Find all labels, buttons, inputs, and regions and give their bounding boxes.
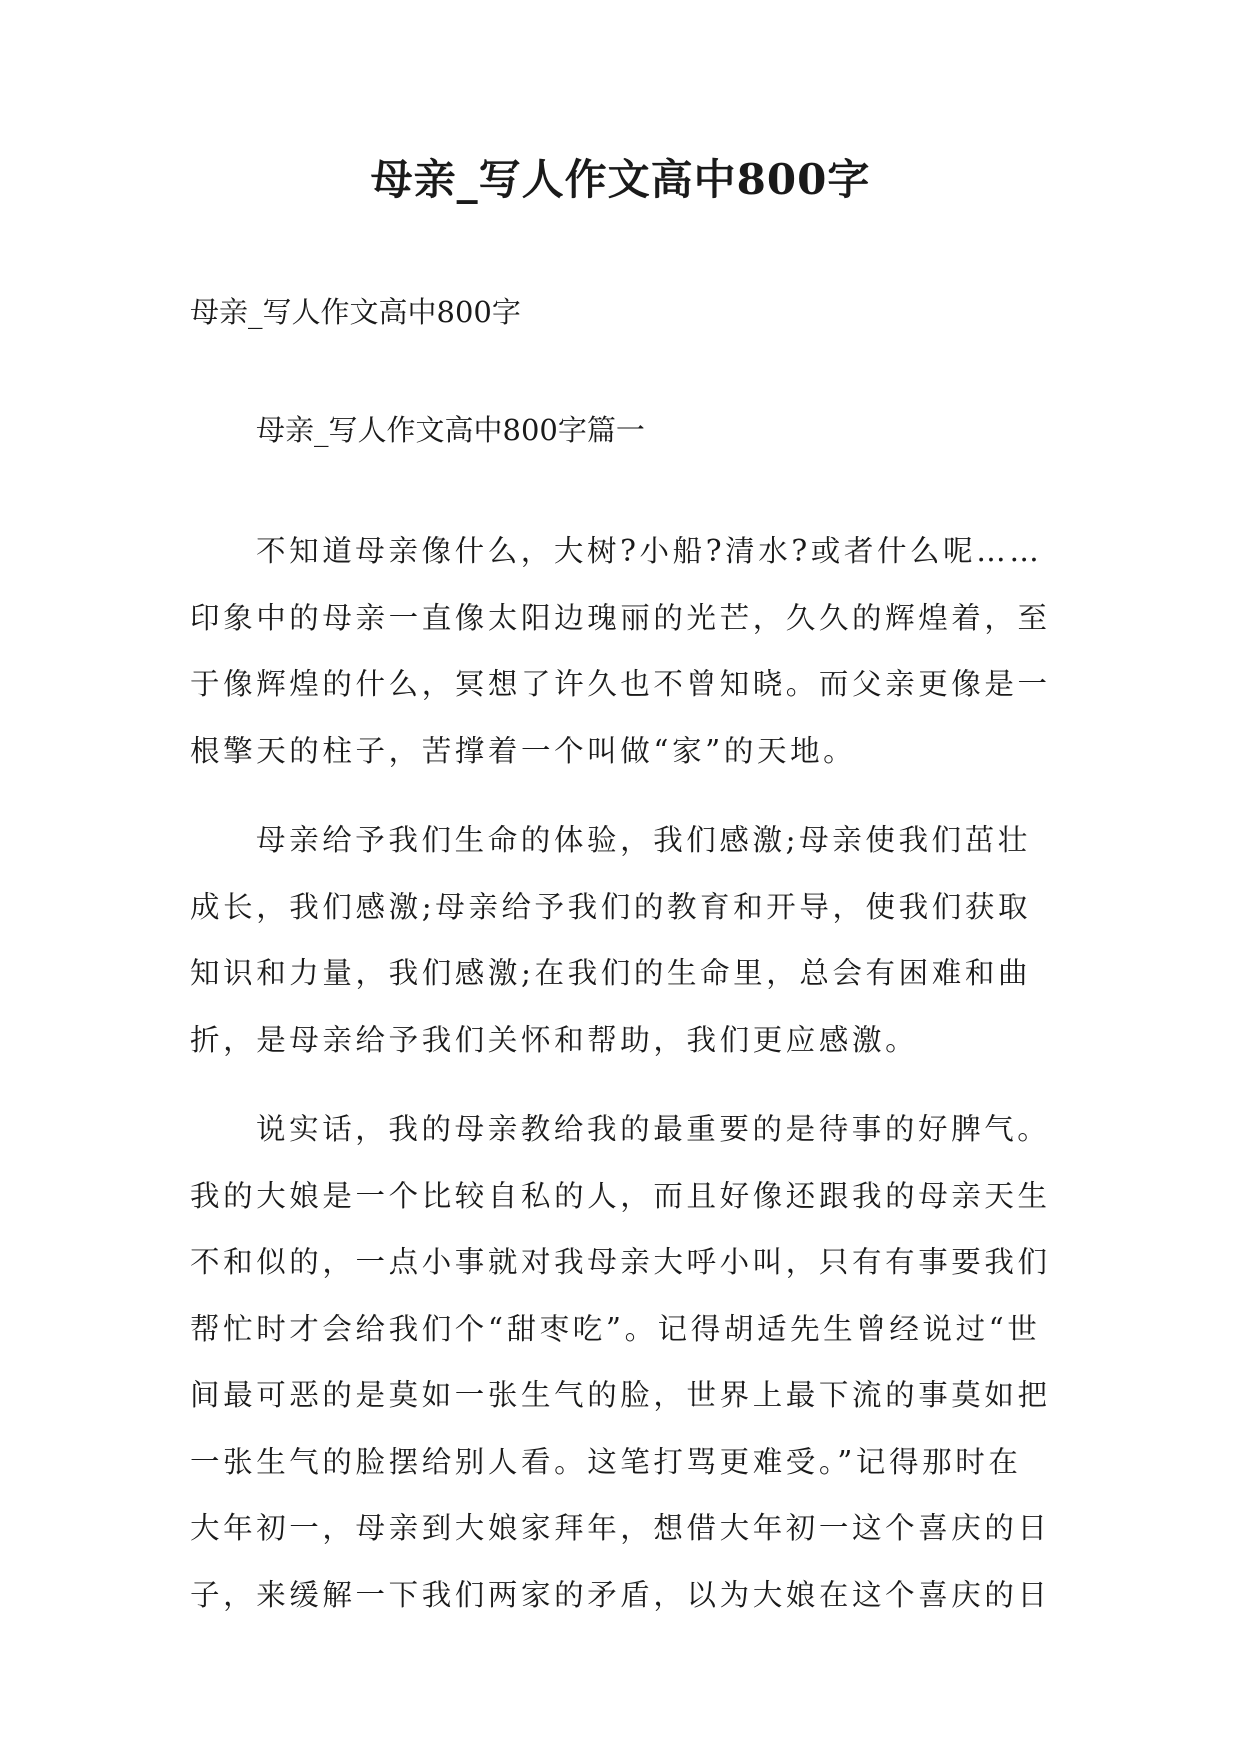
document-title: 母亲_写人作文高中800字	[370, 155, 871, 204]
paragraph-line: 大年初一，母亲到大娘家拜年，想借大年初一这个喜庆的日	[190, 1511, 1051, 1545]
paragraph-line: 帮忙时才会给我们个“甜枣吃”。记得胡适先生曾经说过“世	[190, 1311, 1041, 1346]
paragraph-line: 知识和力量，我们感激;在我们的生命里，总会有困难和曲	[190, 956, 1032, 990]
paragraph-line: 印象中的母亲一直像太阳边瑰丽的光芒，久久的辉煌着，至	[190, 600, 1051, 635]
paragraph-line: 于像辉煌的什么，冥想了许久也不曾知晓。而父亲更像是一	[190, 667, 1051, 701]
paragraph-line: 间最可恶的是莫如一张生气的脸，世界上最下流的事莫如把	[190, 1378, 1051, 1412]
section-heading: 母亲_写人作文高中800字篇一	[256, 413, 645, 447]
paragraph-line: 成长，我们感激;母亲给予我们的教育和开导，使我们获取	[190, 889, 1032, 924]
paragraph-line: 不知道母亲像什么，大树?小船?清水?或者什么呢……	[256, 534, 1043, 568]
paragraph-line: 说实话，我的母亲教给我的最重要的是待事的好脾气。	[256, 1112, 1051, 1146]
paragraph	[190, 518, 1051, 784]
paragraph	[190, 1096, 1051, 1628]
paragraph	[190, 807, 1031, 1073]
document-subtitle: 母亲_写人作文高中800字	[190, 295, 521, 329]
paragraph-line: 母亲给予我们生命的体验，我们感激;母亲使我们茁壮	[256, 823, 1031, 857]
paragraph-line: 不和似的，一点小事就对我母亲大呼小叫，只有有事要我们	[190, 1245, 1051, 1279]
paragraph-line: 折，是母亲给予我们关怀和帮助，我们更应感激。	[190, 1022, 919, 1057]
paragraph-line: 我的大娘是一个比较自私的人，而且好像还跟我的母亲天生	[190, 1178, 1051, 1213]
paragraph-line: 根擎天的柱子，苦撑着一个叫做“家”的天地。	[190, 733, 857, 768]
paragraph-line: 子，来缓解一下我们两家的矛盾，以为大娘在这个喜庆的日	[190, 1577, 1051, 1612]
paragraph-line: 一张生气的脸摆给别人看。这笔打骂更难受。”记得那时在	[190, 1444, 1022, 1479]
